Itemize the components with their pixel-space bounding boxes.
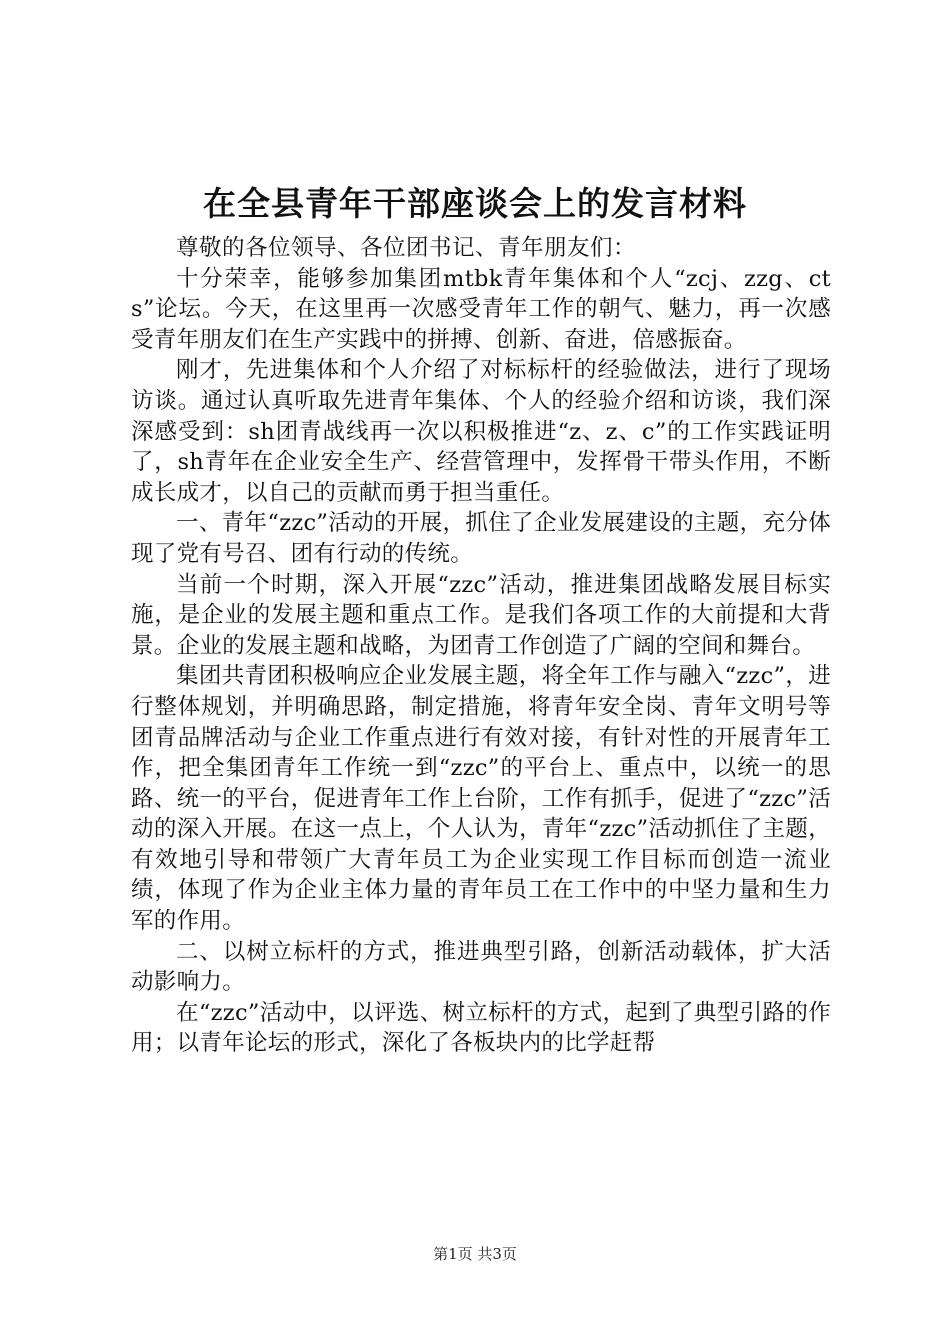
body-paragraph: 在“zzc”活动中，以评选、树立标杆的方式，起到了典型引路的作用；以青年论坛的形式，深化了各板块内的比学赶帮 — [131, 999, 831, 1057]
section-heading-paragraph: 二、以树立标杆的方式，推进典型引路，创新活动载体，扩大活动影响力。 — [131, 938, 831, 996]
page-number-footer: 第1页 共3页 — [433, 1245, 517, 1263]
document-title: 在全县青年干部座谈会上的发言材料 — [203, 184, 747, 223]
body-paragraph: 刚才，先进集体和个人介绍了对标标杆的经验做法，进行了现场访谈。通过认真听取先进青年集体、个人的经验介绍和访谈，我们深深感受到：sh团青战线再一次以积极推进“z、z、c”的工作实践证明了，sh青年在企业安全生产、经营管理中，发挥骨干带头作用，不断成长成才，以自己的贡献而勇于担当重任。 — [131, 357, 831, 506]
section-heading-paragraph: 一、青年“zzc”活动的开展，抓住了企业发展建设的主题，充分体现了党有号召、团有行动的传统。 — [131, 510, 831, 567]
body-paragraph: 十分荣幸，能够参加集团mtbk青年集体和个人“zcj、zzg、cts”论坛。今天，在这里再一次感受青年工作的朝气、魅力，再一次感受青年朋友们在生产实践中的拼搏、创新、奋进，倍感振奋。 — [131, 265, 831, 353]
body-paragraph: 当前一个时期，深入开展“zzc”活动，推进集团战略发展目标实施，是企业的发展主题和重点工作。是我们各项工作的大前提和大背景。企业的发展主题和战略，为团青工作创造了广阔的空间和舞台。 — [131, 571, 831, 659]
document-body — [131, 233, 831, 1059]
body-paragraph: 集团共青团积极响应企业发展主题，将全年工作与融入“zzc”，进行整体规划，并明确思路，制定措施，将青年安全岗、青年文明号等团青品牌活动与企业工作重点进行有效对接，有针对性的开展青年工作，把全集团青年工作统一到“zzc”的平台上、重点中，以统一的思路、统一的平台，促进青年工作上台阶，工作有抓手，促进了“zzc”活动的深入开展。在这一点上，个人认为，青年“zzc”活动抓住了主题，有效地引导和带领广大青年员工为企业实现工作目标而创造一流业绩，体现了作为企业主体力量的青年员工在工作中的中坚力量和生力军的作用。 — [131, 663, 831, 935]
greeting-paragraph: 尊敬的各位领导、各位团书记、青年朋友们： — [176, 235, 637, 261]
